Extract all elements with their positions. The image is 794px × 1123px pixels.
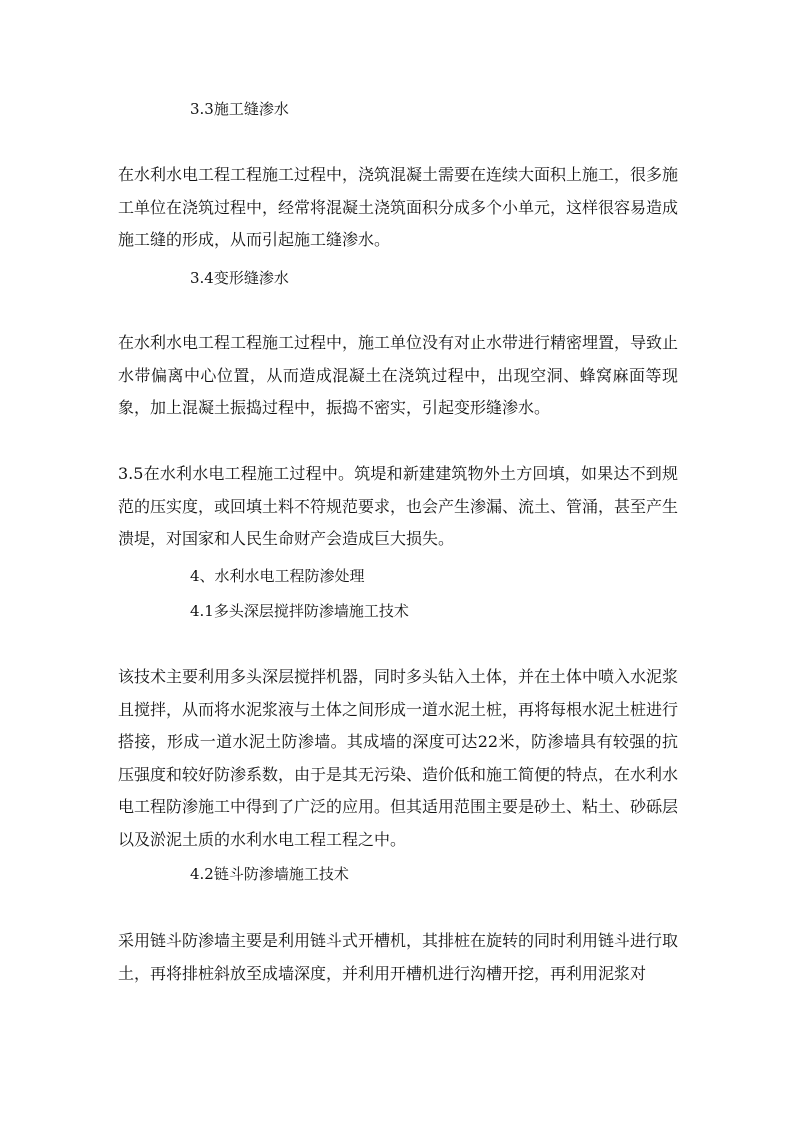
paragraph-4-1: 该技术主要利用多头深层搅拌机器，同时多头钻入土体，并在土体中喷入水泥浆且搅拌，从而将水泥浆液与土体之间形成一道水泥土桩，再将每根水泥土桩进行搭接，形成一道水泥土防渗墙。其成墙的深度可达22米，防渗墙具有较强的抗压强度和较好防渗系数，由于是其无污染、造价低和施工简便的特点，在水利水电工程防渗施工中得到了广泛的应用。但其适用范围主要是砂土、粘土、砂砾层以及淤泥土质的水利水电工程工程之中。 bbox=[118, 667, 679, 849]
paragraph-3-4: 在水利水电工程工程施工过程中，施工单位没有对止水带进行精密埋置，导致止水带偏离中心位置，从而造成混凝土在浇筑过程中，出现空洞、蜂窝麻面等现象，加上混凝土振捣过程中，振捣不密实，引起变形缝渗水。 bbox=[118, 333, 679, 417]
paragraph-4-2: 采用链斗防渗墙主要是利用链斗式开槽机，其排桩在旋转的同时利用链斗进行取土，再将排桩斜放至成墙深度，并利用开槽机进行沟槽开挖，再利用泥浆对 bbox=[118, 931, 679, 983]
paragraph-3-5: 3.5在水利水电工程施工过程中。筑堤和新建建筑物外土方回填，如果达不到规范的压实度，或回填土料不符规范要求，也会产生渗漏、流土、管涌，甚至产生溃堤，对国家和人民生命财产会造成巨大损失。 bbox=[118, 464, 679, 548]
section-heading-4: 4、水利水电工程防渗处理 bbox=[190, 567, 365, 585]
section-heading-3-4: 3.4变形缝渗水 bbox=[190, 269, 289, 287]
section-heading-4-1: 4.1多头深层搅拌防渗墙施工技术 bbox=[190, 602, 409, 620]
section-heading-3-3: 3.3施工缝渗水 bbox=[190, 100, 289, 118]
section-heading-4-2: 4.2链斗防渗墙施工技术 bbox=[190, 865, 349, 883]
paragraph-3-3: 在水利水电工程工程施工过程中，浇筑混凝土需要在连续大面积上施工，很多施工单位在浇筑过程中，经常将混凝土浇筑面积分成多个小单元，这样很容易造成施工缝的形成，从而引起施工缝渗水。 bbox=[118, 165, 679, 249]
